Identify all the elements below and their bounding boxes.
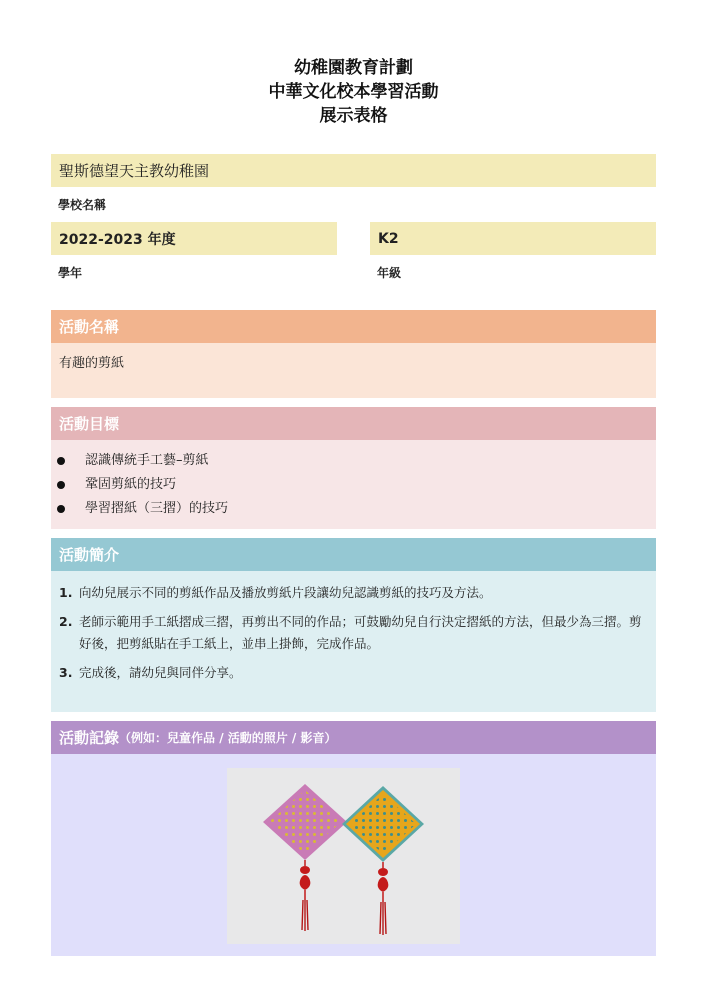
activity-name-body[interactable] (51, 343, 656, 398)
grade-field[interactable]: K2 (370, 222, 656, 255)
school-name-label: 學校名稱 (58, 198, 107, 212)
objective-item: 鞏固剪紙的技巧 (51, 473, 656, 497)
bullet-icon (57, 505, 65, 513)
school-name-field[interactable]: 聖斯德望天主教幼稚園 (51, 154, 656, 187)
objective-item: 學習摺紙（三摺）的技巧 (51, 497, 656, 521)
grade-label: 年級 (377, 266, 402, 280)
record-heading-text: 活動記錄 (59, 729, 120, 747)
record-heading (51, 721, 656, 754)
title-line-3: 展示表格 (319, 106, 388, 126)
objectives-body[interactable] (51, 440, 656, 529)
bullet-icon (57, 457, 65, 465)
introduction-heading (51, 538, 656, 571)
step-item: 2. 老師示範用手工紙摺成三摺，再剪出不同的作品；可鼓勵幼兒自行決定摺紙的方法，但最少為三摺。剪好後，把剪紙貼在手工紙上，並串上掛飾，完成作品。 (59, 614, 642, 651)
objectives-heading (51, 407, 656, 440)
school-year-label: 學年 (58, 266, 83, 280)
activity-name-heading (51, 310, 656, 343)
activity-photo[interactable] (227, 768, 460, 944)
school-year-field[interactable]: 2022-2023 年度 (51, 222, 337, 255)
objectives-heading-text: 活動目標 (59, 415, 120, 433)
introduction-body[interactable] (51, 571, 656, 712)
record-heading-note: （例如：兒童作品 / 活動的照片 / 影音） (119, 731, 337, 745)
introduction-heading-text: 活動簡介 (59, 546, 120, 564)
title-line-2: 中華文化校本學習活動 (268, 82, 439, 102)
activity-name-heading-text: 活動名稱 (59, 318, 120, 336)
objective-item: 認識傳統手工藝–剪紙 (51, 449, 656, 473)
introduction-steps (59, 582, 646, 684)
step-item: 1. 向幼兒展示不同的剪紙作品及播放剪紙片段讓幼兒認識剪紙的技巧及方法。 (59, 585, 492, 600)
bullet-icon (57, 481, 65, 489)
paper-cut-photo (227, 768, 460, 944)
objectives-list (51, 449, 656, 521)
document-title (0, 56, 707, 128)
activity-name-value: 有趣的剪紙 (59, 356, 125, 371)
step-item: 3. 完成後，請幼兒與同伴分享。 (59, 665, 242, 680)
title-line-1: 幼稚園教育計劃 (294, 58, 413, 78)
